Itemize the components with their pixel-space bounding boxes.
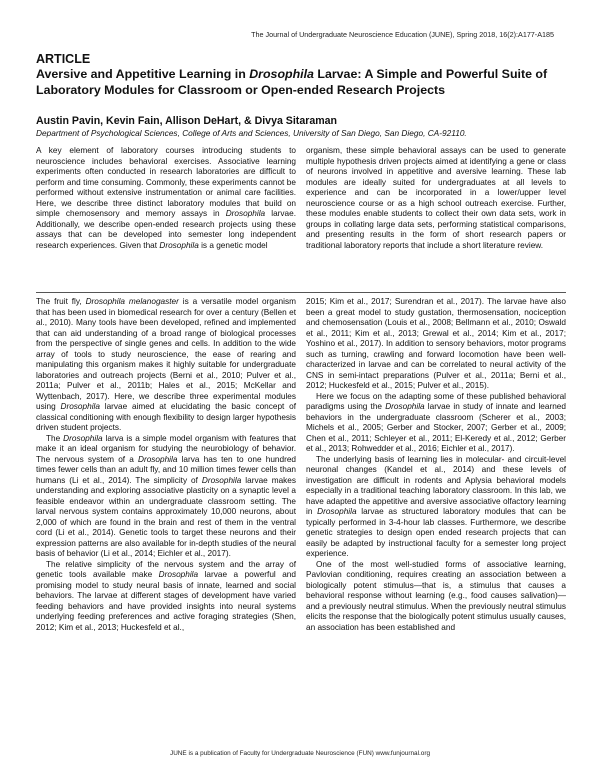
body-paragraph: 2015; Kim et al., 2017; Surendran et al., 2017). The larvae have also been a great model to study gustation, thermosensation, nociception and chemosensation (Louis et al., 2008; Bellmann et al., 2010; Oswald et al., 2011; Kim et al., 2013; Grewal et al., 2014; Kim et al., 2017; Yoshino et al., 2017). In addition to sensory behaviors, motor programs such as turning, crawling and forward locomotion have been well-characterized in larvae and can be correlated to neural activity of the CNS in semi-intact preparations (Pulver et al., 2011a; Berni et al., 2012; Huckesfeld et al., 2015; Pulver et al., 2015). xyxy=(306,297,566,390)
abstract-paragraph: organism, these simple behavioral assays can be used to generate multiple hypothesis driven projects aimed at identifying a gene or class of neurons involved in appetitive and aversive learning. These lab modules are ideally suited for undergraduates at all levels to experience and can be incorporated in a lower/upper level neuroscience course or as a high school outreach exercise. Further, these modules enable students to collect their own data sets, work in groups in collating large data sets, performing statistical comparisons, and presenting results in the form of short research papers or traditional laboratory reports that include a short literature review. xyxy=(306,146,566,250)
abstract-right-column xyxy=(306,146,566,251)
abstract-divider xyxy=(36,292,566,293)
abstract-paragraph: A key element of laboratory courses introducing students to neuroscience includes behavioral exercises. Associative learning experiments often conducted in research laboratories are difficult to perform and time consuming. Commonly, these experiments cannot be performed without extensive instrumentation or animal care facilities. Here, we describe three distinct laboratory modules that build on simple chemosensory and memory assays in Drosophila larvae. Additionally, we describe open-ended research projects using these assays that can be developed into semester long independent research experiences. Given that Drosophila is a genetic model xyxy=(36,146,296,250)
article-type-label: ARTICLE xyxy=(36,52,91,66)
article-title: Aversive and Appetitive Learning in Drosophila Larvae: A Simple and Powerful Suite of Laboratory Modules for Classroom or Open-ended Research Projects xyxy=(36,67,548,97)
author-affiliation: Department of Psychological Sciences, College of Arts and Sciences, University of San Diego, San Diego, CA-92110. xyxy=(36,128,467,138)
body-right-column xyxy=(306,297,566,633)
body-paragraph: The underlying basis of learning lies in molecular- and circuit-level neuronal changes (Kandel et al., 2014) and these levels of investigation are difficult in rodents and Aplysia behavioral models especially in a traditional teaching laboratory classroom. In this lab, we have adapted the appetitive and aversive associative olfactory learning in Drosophila larvae as structured laboratory modules that can be typically performed in 3-4-hour lab classes. Furthermore, we describe genetic strategies to design open ended research projects that can easily be adapted by instructional faculty for a semester long project experience. xyxy=(306,454,566,558)
body-paragraph: Here we focus on the adapting some of these published behavioral paradigms using the Drosophila larvae in study of innate and learned behaviors in the undergraduate classroom (Scherer et al., 2003; Michels et al., 2005; Gerber and Stocker, 2007; Gerber et al., 2009; Chen et al., 2011; Schleyer et al., 2011; El-Keredy et al., 2012; Gerber et al., 2013; Rohwedder et al., 2016; Eichler et al., 2017). xyxy=(306,391,566,453)
body-left-column xyxy=(36,297,296,633)
body-paragraph: The fruit fly, Drosophila melanogaster is a versatile model organism that has been used in biomedical research for over a century (Bellen et al., 2010). Many tools have been developed, refined and implemented that can aid understanding of a broad range of biological processes from the perspective of single genes and cells. In addition to the wide array of tools to study neuroscience, the ease of rearing and manipulating this organism makes it highly suitable for undergraduate laboratories and outreach projects (Berni et al., 2010; Pulver et al., 2011a; Pulver et al., 2011b; Hales et al., 2015; McKellar and Wyttenbach, 2017). Here, we describe three experimental modules using Drosophila larvae aimed at elucidating the basic concept of classical conditioning with enough flexibility to design larger hypothesis driven student projects. xyxy=(36,297,297,432)
author-list: Austin Pavin, Kevin Fain, Allison DeHart, & Divya Sitaraman xyxy=(36,115,338,127)
body-paragraph: The Drosophila larva is a simple model organism with features that make it an ideal organism for studying the neurobiology of behavior. The nervous system of a Drosophila larva has ten to one hundred times fewer cells than an adult fly, and 10 million times fewer cells than humans (Li et al., 2014). The simplicity of Drosophila larvae makes understanding and exploring associative plasticity on a synaptic level a feasible endeavor within an undergraduate classroom setting. The larval nervous system contains approximately 10,000 neurons, about 2,000 of which are found in the brain and rest of them in the ventral cord (Li et al., 2014). Genetic tools to target these neurons and their expression patterns are also available for in-depth studies of the neural basis of behavior (Li et al., 2014; Eichler et al., 2017). xyxy=(36,433,297,558)
body-paragraph: One of the most well-studied forms of associative learning, Pavlovian conditioning, requires creating an association between a biologically potent stimulus—that is, a stimulus that causes a behavioral response without learning (e.g., food causes salivation)—and a previously neutral stimulus. When the previously neutral stimulus elicits the response that the biologically potent stimulus usually causes, an association has been established and xyxy=(306,559,566,632)
journal-footer: JUNE is a publication of Faculty for Undergraduate Neuroscience (FUN) www.funjournal.org xyxy=(170,750,430,757)
body-paragraph: The relative simplicity of the nervous system and the array of genetic tools available make Drosophila larvae a powerful and promising model to study neural basis of innate, learned and social behaviors. The larvae at different stages of development have varied feeding behaviors and have provided insights into neural systems underlying feeding preferences and active foraging strategies (Shen, 2012; Kim et al., 2013; Huckesfeld et al., xyxy=(36,559,296,632)
abstract-left-column xyxy=(36,146,296,251)
journal-header: The Journal of Undergraduate Neuroscience Education (JUNE), Spring 2018, 16(2):A177-A185 xyxy=(251,30,554,39)
